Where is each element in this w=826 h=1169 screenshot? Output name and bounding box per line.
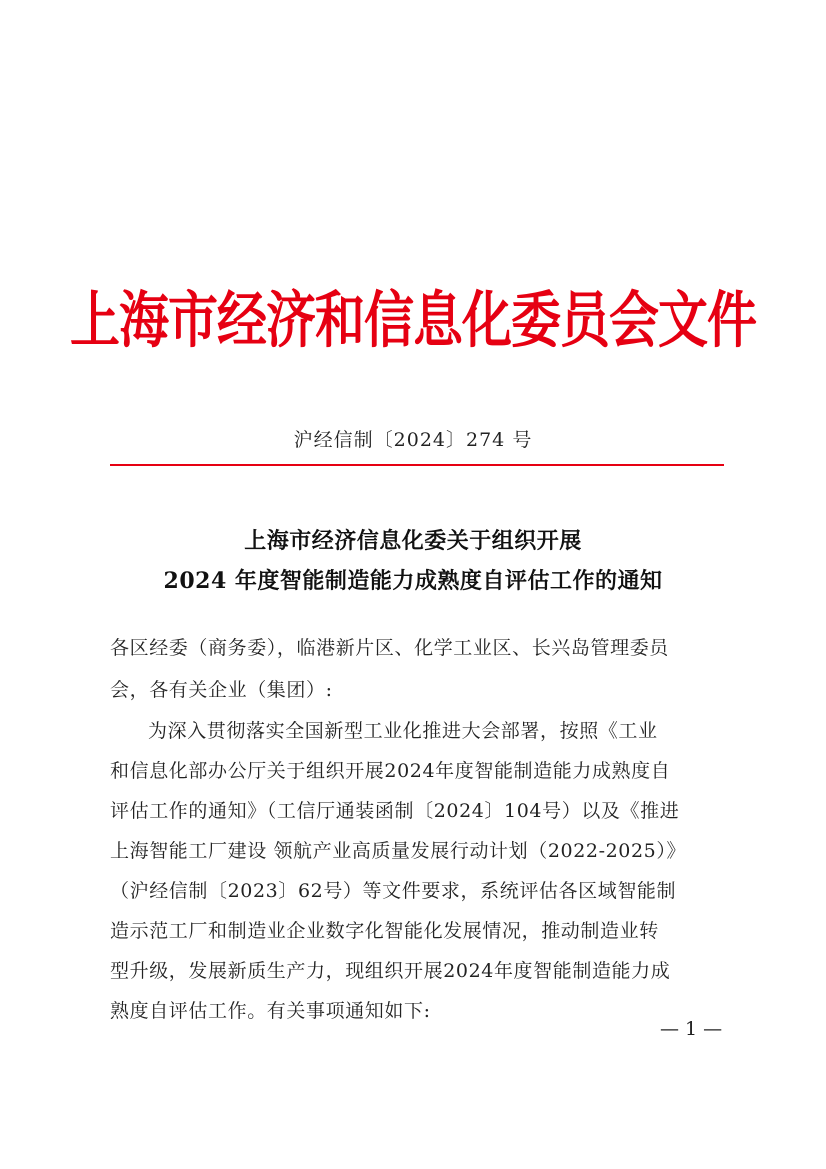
body-line-5: 评估工作的通知》（工信厅通装函制〔2024〕104号）以及《推进: [110, 800, 680, 822]
body-line-4: 和信息化部办公厅关于组织开展2024年度智能制造能力成熟度自: [110, 760, 671, 782]
body-line-3: 为深入贯彻落实全国新型工业化推进大会部署，按照《工业: [148, 720, 658, 742]
body-line-2: 会，各有关企业（集团）:: [110, 679, 333, 701]
body-line-1: 各区经委（商务委），临港新片区、化学工业区、长兴岛管理委员: [110, 637, 669, 659]
notice-title-line-1: 上海市经济信息化委关于组织开展: [244, 528, 582, 554]
body-line-9: 型升级，发展新质生产力，现组织开展2024年度智能制造能力成: [110, 960, 671, 982]
document-number: 沪经信制〔2024〕274 号: [293, 429, 533, 451]
agency-header-title: 上海市经济和信息化委员会文件: [70, 283, 756, 356]
red-divider-line: [110, 464, 724, 466]
body-line-10: 熟度自评估工作。有关事项通知如下:: [110, 1000, 431, 1022]
body-line-8: 造示范工厂和制造业企业数字化智能化发展情况，推动制造业转: [110, 920, 659, 942]
body-line-6: 上海智能工厂建设 领航产业高质量发展行动计划（2022-2025）》: [110, 840, 687, 862]
notice-title-line-2: 2024 年度智能制造能力成熟度自评估工作的通知: [163, 568, 663, 594]
page-number: — 1 —: [660, 1018, 723, 1040]
body-line-7: （沪经信制〔2023〕62号）等文件要求，系统评估各区域智能制: [110, 880, 677, 902]
